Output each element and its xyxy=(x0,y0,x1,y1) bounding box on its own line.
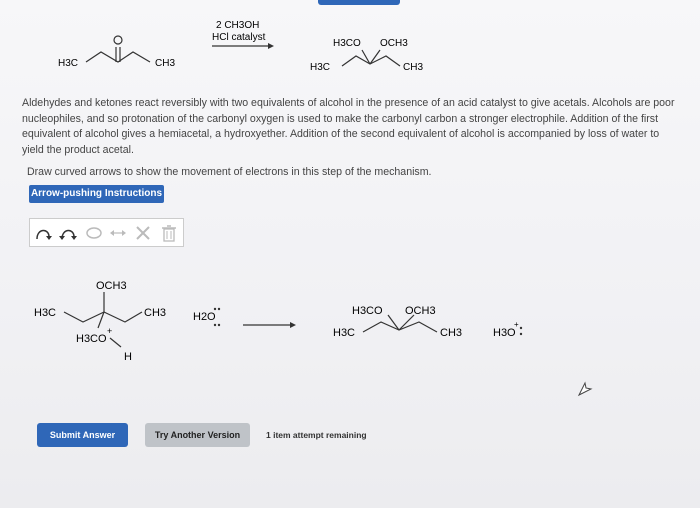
mech-hydronium: H3O xyxy=(493,327,516,339)
reagent-hcl: HCl catalyst xyxy=(212,32,266,43)
question-prompt: Draw curved arrows to show the movement of electrons in this step of the mechanism. xyxy=(27,166,432,178)
arrow-pushing-instructions-button[interactable]: Arrow-pushing Instructions xyxy=(29,185,164,203)
reagent-methanol: 2 CH3OH xyxy=(216,20,260,31)
lasso-icon[interactable] xyxy=(83,219,105,246)
product-ch3: CH3 xyxy=(403,62,424,73)
mech-h: H xyxy=(124,351,132,363)
mech-product-h3co: H3CO xyxy=(352,305,383,317)
mouse-cursor-icon xyxy=(577,381,593,402)
reactant-h3c: H3C xyxy=(58,58,79,69)
curved-arrow-double-icon[interactable] xyxy=(57,219,81,246)
mech-och3-top: OCH3 xyxy=(96,280,127,292)
product-h3c: H3C xyxy=(310,62,331,73)
mechanism-arrow-head xyxy=(290,322,296,328)
product-h3co: H3CO xyxy=(333,38,361,49)
reaction-arrow-head xyxy=(268,43,274,49)
try-another-version-button[interactable]: Try Another Version xyxy=(145,423,250,447)
reactant-ketone xyxy=(86,36,150,62)
mechanism-step[interactable] xyxy=(0,270,700,390)
mech-oxonium-label: H3CO xyxy=(76,333,107,345)
product-acetal xyxy=(342,50,400,66)
mech-product-ch3: CH3 xyxy=(440,327,463,339)
mech-h3c-left: H3C xyxy=(34,307,57,319)
double-headed-arrow-icon[interactable] xyxy=(106,219,130,246)
reaction-scheme xyxy=(0,0,700,95)
mech-product-h3c: H3C xyxy=(333,327,356,339)
product-och3: OCH3 xyxy=(380,38,408,49)
reactant-ch3: CH3 xyxy=(155,58,176,69)
mech-water: H2O xyxy=(193,311,216,323)
instructions-paragraph: Aldehydes and ketones react reversibly with two equivalents of alcohol in the presence of an acid catalyst to give acetals. Alcohols are poor nucleophiles, and so protonation of the carbonyl oxygen is used to make the carbonyl carbon a stronger electrophile. Addition of the first equivalent of alcohol gives a hemiacetal, a hydroxyether. Addition of the second equivalent of alcohol is accompanied by loss of water to yield the product acetal. xyxy=(22,97,675,156)
acetal-product xyxy=(363,315,437,332)
hydronium-charge: + xyxy=(514,320,519,329)
attempts-remaining-text: 1 item attempt remaining xyxy=(266,430,367,440)
mech-product-och3: OCH3 xyxy=(405,305,436,317)
submit-answer-button[interactable]: Submit Answer xyxy=(37,423,128,447)
mech-ch3-left: CH3 xyxy=(144,307,167,319)
mech-oxonium-charge: + xyxy=(107,326,113,336)
drawing-toolbar xyxy=(29,218,184,247)
hydronium-lone-pair xyxy=(520,327,522,335)
trash-icon[interactable] xyxy=(157,219,181,246)
x-delete-icon[interactable] xyxy=(131,219,155,246)
curved-arrow-single-icon[interactable] xyxy=(32,219,56,246)
